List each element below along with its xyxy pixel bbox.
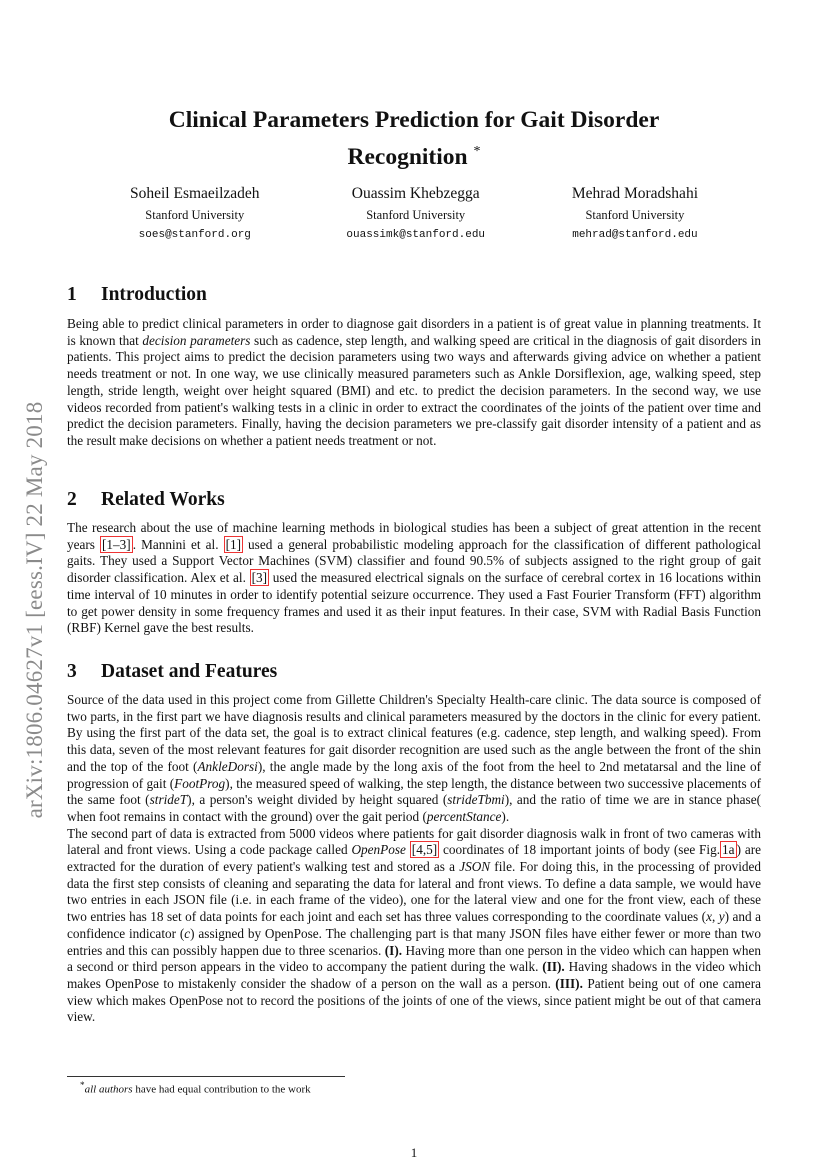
arxiv-identifier-stamp [20, 350, 50, 870]
emphasis-text: AnkleDorsi [197, 758, 258, 774]
dataset-paragraph-1 [67, 692, 761, 826]
arxiv-stamp-text: arXiv:1806.04627v1 [eess.IV] 22 May 2018 [22, 401, 47, 819]
author-name: Ouassim Khebzegga [351, 185, 480, 202]
author-2 [346, 184, 485, 244]
text-run: Having shadows in the video which makes OpenPose to mistakenly consider the shadow of a person on the wall as a person. [67, 959, 761, 991]
author-email: soes@stanford.org [138, 229, 251, 241]
text-run: Source of the data used in this project come from Gillette Children's Specialty Health-care clinic. The data source is composed of two parts, in the first part we have diagnosis results and clinical parameters measured by the doctors in the clinic for every patient. By using the first part of the data set, the goal is to extract clinical features (e.g. cadence, step length, and walking speed). From this data, seven of the most relevant features for gait disorder recognition are used such as the angle between the front of the shin and the top of the foot ( [67, 692, 761, 774]
section-number: 1 [67, 284, 77, 305]
section-title: Introduction [101, 284, 207, 305]
text-run: Being able to predict clinical parameters in order to diagnose gait disorders in a patient is of great value in planning treatments. It is known that [67, 316, 761, 348]
emphasis-text: strideTbmi [447, 792, 505, 808]
text-run: ), a person's weight divided by height squared ( [187, 792, 448, 808]
author-affiliation: Stanford University [145, 208, 245, 222]
figure-reference-link[interactable]: 1a [722, 842, 735, 858]
text-run: used a general probabilistic modeling approach for the classification of different pathological gaits. They used a Support Vector Machines (SVM) classifier and found 90.5% of subjects assigned to the right group of gait disorder classification. Alex et al. [67, 536, 761, 586]
text-run: ), and the ratio of time we are in stance phase( when foot remains in contact with the ground) over the gait period ( [67, 792, 762, 824]
page-number: 1 [410, 1145, 418, 1160]
section-heading-introduction [67, 284, 207, 306]
author-affiliation: Stanford University [366, 208, 466, 222]
author-email: ouassimk@stanford.edu [346, 229, 486, 241]
footnote-divider [67, 1076, 345, 1077]
text-run: Patient being out of one camera view which makes OpenPose not to record the positions of the joints of one of the views, since patient might be out of that camera view. [67, 975, 761, 1025]
dataset-paragraphs [67, 692, 761, 1026]
emphasis-text: JSON [459, 859, 491, 875]
text-run: file. For doing this, in the processing of provided data the first step consists of cleaning and separating the data for lateral and front views. To define a data sample, we would have two entries in each JSON file (i.e. in each frame of the video), one for the lateral view and one for the front view, each of these two entries has 18 set of data points for each joint and each set has three values corresponding to the coordinate values ( [67, 859, 762, 925]
footnote-text: have had equal contribution to the work [132, 1083, 311, 1096]
citation-link[interactable]: [1–3] [102, 536, 131, 552]
title-line-2 [67, 136, 761, 173]
bold-label: (II). [542, 959, 565, 975]
text-run: , [711, 909, 719, 925]
author-block [130, 184, 698, 244]
section-heading-dataset [67, 661, 277, 683]
text-run: Having more than one person in the video which can happen when a second or third person appears in the video to accompany the patient during the walk. [67, 942, 761, 975]
title-line-2-text: Recognition [347, 143, 468, 170]
text-run: The research about the use of machine learning methods in biological studies has been a subject of great attention in the recent years [67, 520, 761, 552]
math-variable: x [706, 909, 712, 925]
math-variable: c [184, 925, 191, 941]
title-footnote-mark: * [473, 144, 481, 159]
math-variable: y [718, 909, 725, 925]
author-email: mehrad@stanford.edu [572, 229, 698, 241]
bold-label: (I). [384, 942, 403, 958]
text-run: The second part of data is extracted from 5000 videos where patients for gait disorder diagnosis walk in front of two cameras with lateral and front views. Using a code package called [67, 825, 761, 858]
section-heading-related-works [67, 489, 225, 511]
citation-link[interactable]: [1] [225, 536, 242, 552]
footnote-emphasis: all authors [84, 1083, 133, 1096]
title-line-1: Clinical Parameters Prediction for Gait Disorder [168, 107, 660, 133]
emphasis-text: strideT [149, 792, 188, 808]
text-run: such as cadence, step length, and walking speed are critical in the diagnosis of gait disorders in patients. This project aims to predict the decision parameters using two ways and afterwards giving advice on whether a patient needs treatment or not. In one way, we use clinically measured parameters such as Ankle Dorsiflexion, age, walking speed, step length, stride length, weight over height squared (BMI) and etc. to predict the decision parameters. In the second way, we use videos recorded from patient's walking tests in a clinic in order to extract the coordinates of the joints of the patient over time and predict the decision parameters. Finally, having the decision parameters we pre-classify gait disorder intensity of a patient and as the result make decisions on whether a patient needs treatment or not. [67, 332, 761, 448]
section-number: 3 [67, 661, 77, 682]
text-run: ). [501, 808, 510, 824]
bold-label: (III). [555, 975, 583, 991]
author-1 [130, 184, 260, 244]
introduction-paragraph [67, 316, 761, 450]
author-affiliation: Stanford University [585, 208, 685, 222]
author-name: Mehrad Moradshahi [571, 185, 698, 202]
emphasis-text: FootProg [174, 775, 226, 791]
emphasis-text: OpenPose [351, 842, 406, 858]
section-title: Dataset and Features [101, 661, 278, 682]
emphasis-text: percentStance [426, 808, 502, 824]
text-run: ), the measured speed of walking, the step length, the distance between two successive placements of the same foot ( [67, 775, 761, 808]
text-run: . Mannini et al. [132, 536, 224, 552]
section-title: Related Works [101, 489, 225, 510]
dataset-paragraph-2 [67, 826, 761, 1026]
text-run: coordinates of 18 important joints of body (see Fig. [439, 842, 721, 858]
citation-link[interactable]: [4,5] [411, 842, 438, 858]
footnote [80, 1080, 311, 1096]
paper-title [67, 104, 761, 173]
text-run: ) are extracted for the duration of every patient's walking test and stored as a [67, 842, 762, 875]
text-run: used the measured electrical signals on the surface of cerebral cortex in 16 locations within time interval of 10 minutes in order to identify potential seizure occurrence. They used a Fast Fourier Transform (FFT) algorithm to get power density in some frequency frames and used it as their input features. In their case, SVM with Radial Basis Function (RBF) Kernel gave the best results. [67, 570, 761, 636]
text-run: ) and a confidence indicator ( [67, 909, 762, 941]
text-run: ) assigned by OpenPose. The challenging part is that many JSON files have either fewer or more than two entries and this can possibly happen due to three scenarios. [67, 925, 761, 958]
text-run: ), the angle made by the long axis of the foot from the heel to 2nd metatarsal and the line of progression of gait ( [67, 758, 761, 791]
footnote-mark: * [80, 1080, 85, 1090]
author-name: Soheil Esmaeilzadeh [130, 185, 260, 202]
citation-link[interactable]: [3] [251, 570, 268, 586]
related-works-paragraph [67, 520, 761, 637]
author-3 [572, 184, 698, 244]
emphasis-text: decision parameters [142, 332, 251, 348]
section-number: 2 [67, 489, 77, 510]
